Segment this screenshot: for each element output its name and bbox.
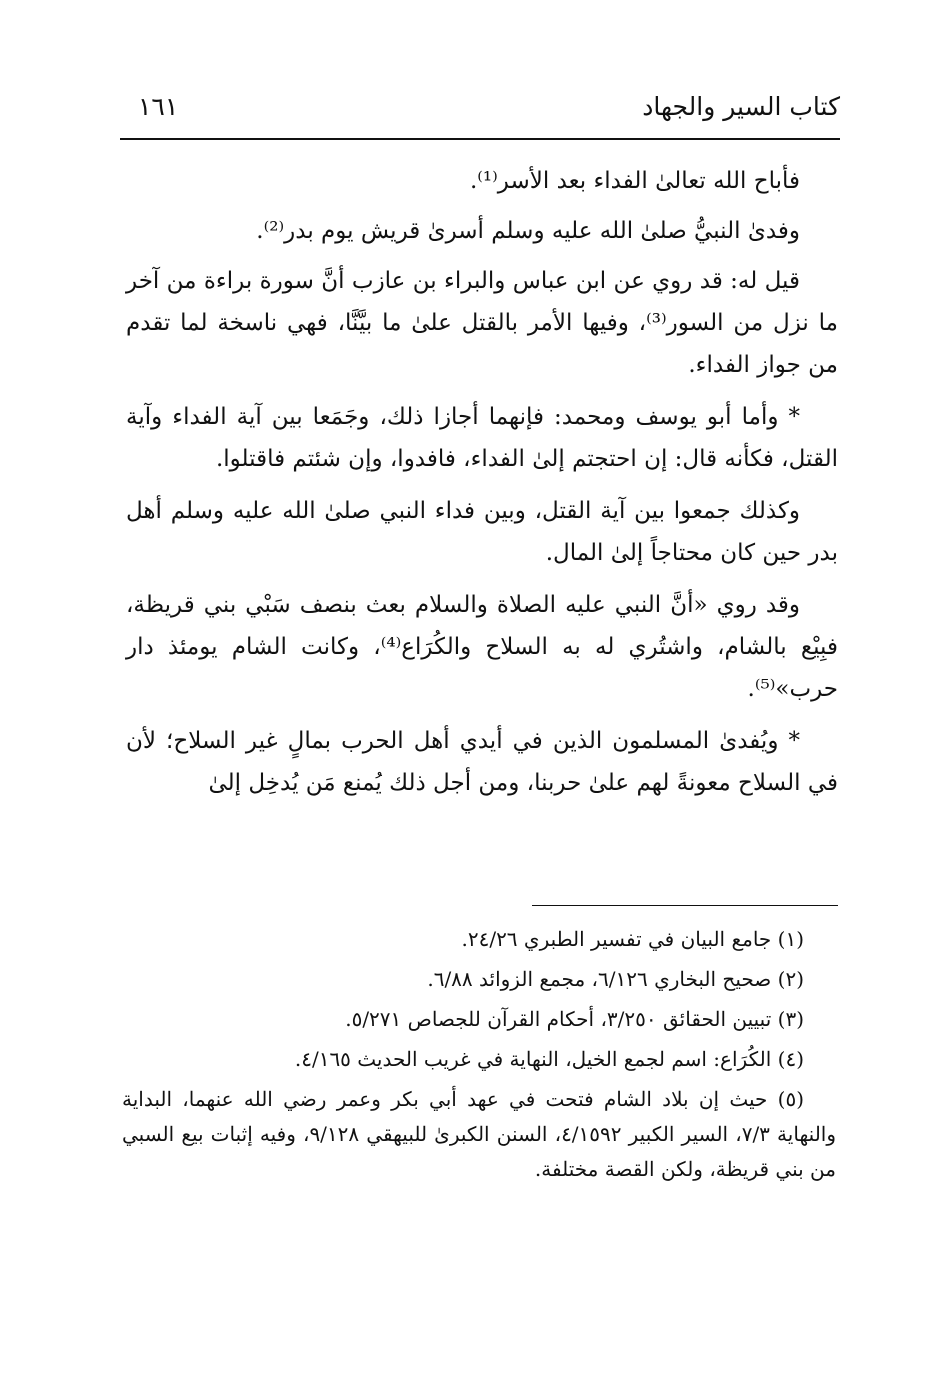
page-header [120,88,840,140]
footnotes [122,922,836,1187]
footnote-2: (٢) صحيح البخاري ٦/١٢٦، مجمع الزوائد ٦/٨٨. [427,967,804,991]
running-title: كتاب السير والجهاد [642,92,840,121]
paragraph-7: * ويُفدىٰ المسلمون الذين في أيدي أهل الحرب بمالٍ غير السلاح؛ لأن في السلاح معونةً لهم علىٰ حربنا، ومن أجل ذلك يُمنع مَن يُدخِل إلىٰ [126,728,838,796]
paragraph-6: وقد روي «أنَّ النبي عليه الصلاة والسلام بعث بنصف سَبْي بني قريظة، فبِيْع بالشام، واشتُري له به السلاح والكُرَاع⁽⁴⁾، وكانت الشام يومئذ دار حرب»⁽⁵⁾. [126,592,838,702]
paragraph-4: * وأما أبو يوسف ومحمد: فإنهما أجازا ذلك، وجَمَعا بين آية الفداء وآية القتل، فكأنه قال: إن احتجتم إلىٰ الفداء، فافدوا، وإن شئتم فاقتلوا. [126,404,838,472]
paragraph-5: وكذلك جمعوا بين آية القتل، وبين فداء النبي صلىٰ الله عليه وسلم أهل بدر حين كان محتاجاً إلىٰ المال. [126,498,838,566]
paragraph-2: وفدىٰ النبيُّ صلىٰ الله عليه وسلم أسرىٰ قريش يوم بدر⁽²⁾. [256,218,800,244]
footnote-1: (١) جامع البيان في تفسير الطبري ٢٤/٢٦. [461,927,804,951]
main-text [126,160,838,814]
footnote-5: (٥) حيث إن بلاد الشام فتحت في عهد أبي بكر وعمر رضي الله عنهما، البداية والنهاية ٧/٣، السير الكبير ٤/١٥٩٢، السنن الكبرىٰ للبيهقي ٩/١٢٨، وفيه إثبات بيع السبي من بني قريظة، ولكن القصة مختلفة. [122,1087,837,1181]
paragraph-3: قيل له: قد روي عن ابن عباس والبراء بن عازب أنَّ سورة براءة من آخر ما نزل من السور⁽³⁾، وفيها الأمر بالقتل علىٰ ما بيَّنَّا، فهي ناسخة لما تقدم من جواز الفداء. [126,268,838,378]
footnote-3: (٣) تبيين الحقائق ٣/٢٥٠، أحكام القرآن للجصاص ٥/٢٧١. [345,1007,804,1031]
footnote-separator [532,905,838,906]
page-number: ١٦١ [138,92,179,121]
paragraph-1: فأباح الله تعالىٰ الفداء بعد الأسر⁽¹⁾. [469,168,800,194]
footnote-4: (٤) الكُرَاع: اسم لجمع الخيل، النهاية في غريب الحديث ٤/١٦٥. [294,1047,804,1071]
